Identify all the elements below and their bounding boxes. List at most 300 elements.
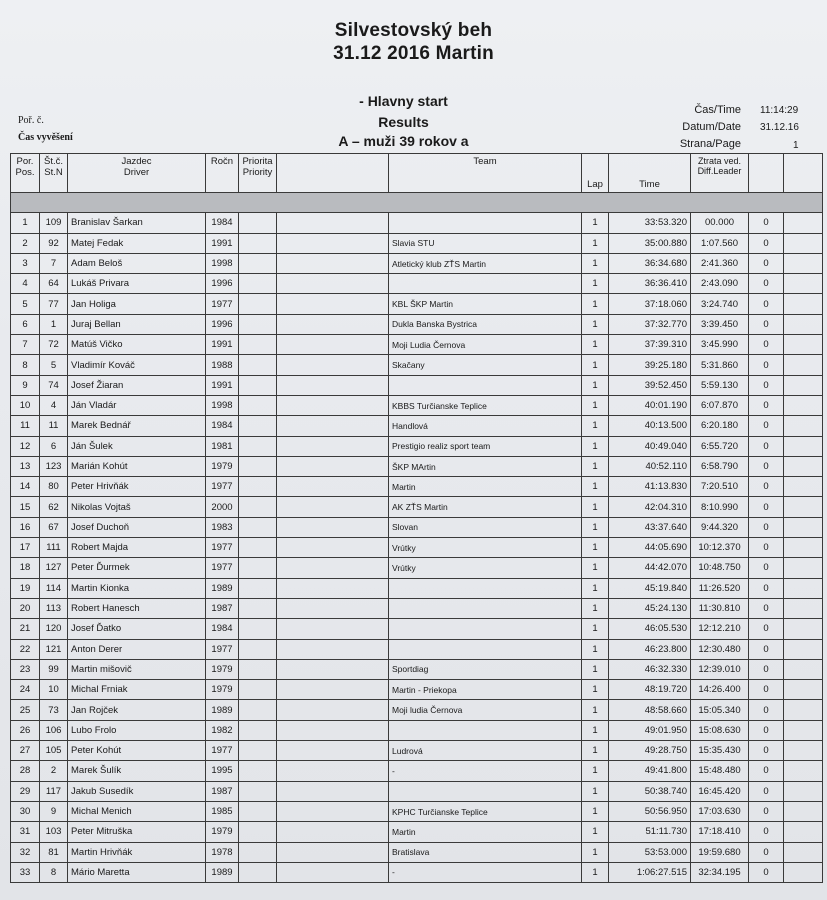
cell-year: 1987 [206,598,239,618]
col-extra-2 [784,154,823,193]
cell-driver: Marek Šulík [68,761,206,781]
cell-lap: 1 [582,416,609,436]
cell-extra: 0 [749,477,784,497]
cell-extra: 0 [749,213,784,233]
cell-team: KBL ŠKP Martin [389,294,582,314]
cell-priority [239,416,277,436]
cell-position: 9 [11,375,40,395]
cell-team: Atletický klub ZŤS Martin [389,253,582,273]
separator-cell [11,193,823,213]
cell-time: 33:53.320 [609,213,691,233]
cell-start-number: 8 [40,862,68,882]
cell-team [389,639,582,659]
cell-position: 8 [11,355,40,375]
table-row [11,619,823,639]
cell-start-number: 5 [40,355,68,375]
cell-team: Martin - Priekopa [389,680,582,700]
cell-lap: 1 [582,700,609,720]
cell-diff: 15:48.480 [691,761,749,781]
cell-start-number: 117 [40,781,68,801]
cell-extra-2 [784,213,823,233]
cell-priority [239,781,277,801]
cell-year: 1984 [206,416,239,436]
cell-priority [239,477,277,497]
cell-time: 49:01.950 [609,720,691,740]
col-priority [239,154,277,193]
cell-diff: 32:34.195 [691,862,749,882]
cell-diff: 6:58.790 [691,456,749,476]
cell-start-number: 4 [40,395,68,415]
cell-extra-2 [784,314,823,334]
cell-priority [239,233,277,253]
cell-priority [239,395,277,415]
cell-year: 1979 [206,456,239,476]
start-label: - Hlavny start [359,93,448,109]
cell-team: Moji Ludia Černova [389,335,582,355]
cell-position: 32 [11,842,40,862]
cell-diff: 3:39.450 [691,314,749,334]
cell-blank [277,619,389,639]
cell-driver: Lubo Frolo [68,720,206,740]
col-extra [749,154,784,193]
table-row [11,375,823,395]
cell-lap: 1 [582,598,609,618]
table-row [11,253,823,273]
cell-start-number: 6 [40,436,68,456]
table-row [11,314,823,334]
cell-start-number: 80 [40,477,68,497]
cell-lap: 1 [582,233,609,253]
cell-extra: 0 [749,436,784,456]
cell-extra-2 [784,598,823,618]
cell-diff: 12:39.010 [691,659,749,679]
cell-lap: 1 [582,335,609,355]
cell-start-number: 120 [40,619,68,639]
cell-priority [239,274,277,294]
cell-lap: 1 [582,375,609,395]
cell-priority [239,619,277,639]
cell-start-number: 123 [40,456,68,476]
cell-extra-2 [784,700,823,720]
cell-priority [239,598,277,618]
cell-year: 1984 [206,619,239,639]
col-start-number-sk: Št.č. [43,156,63,167]
cell-team: AK ZŤS Martin [389,497,582,517]
cell-lap: 1 [582,842,609,862]
time-value: 11:14:29 [760,105,799,116]
cell-priority [239,639,277,659]
col-position-sk: Por. [16,156,34,167]
cell-year: 1979 [206,680,239,700]
cell-diff: 19:59.680 [691,842,749,862]
cell-driver: Josef Žiaran [68,375,206,395]
cell-time: 40:13.500 [609,416,691,436]
cell-position: 22 [11,639,40,659]
table-row [11,538,823,558]
cell-extra: 0 [749,558,784,578]
cell-time: 37:18.060 [609,294,691,314]
cell-blank [277,578,389,598]
cell-extra-2 [784,375,823,395]
col-year-label: Ročn [210,156,234,167]
table-row [11,436,823,456]
cell-priority [239,822,277,842]
col-diff-sk: Ztrata ved. [697,156,742,166]
cell-start-number: 64 [40,274,68,294]
cell-time: 49:28.750 [609,741,691,761]
cell-driver: Peter Hrivňák [68,477,206,497]
cell-team: Slavia STU [389,233,582,253]
cell-diff: 12:30.480 [691,639,749,659]
col-team-label: Team [473,156,497,167]
cell-extra-2 [784,335,823,355]
cell-year: 2000 [206,497,239,517]
cell-diff: 14:26.400 [691,680,749,700]
cell-extra-2 [784,517,823,537]
cell-team: ŠKP MArtin [389,456,582,476]
cell-position: 14 [11,477,40,497]
cell-extra-2 [784,395,823,415]
cell-driver: Ján Šulek [68,436,206,456]
cell-team: Vrútky [389,538,582,558]
cell-lap: 1 [582,761,609,781]
cell-time: 45:24.130 [609,598,691,618]
cell-driver: Ján Vladár [68,395,206,415]
cell-start-number: 10 [40,680,68,700]
cell-extra: 0 [749,517,784,537]
cell-start-number: 103 [40,822,68,842]
cell-priority [239,720,277,740]
cell-extra: 0 [749,822,784,842]
cell-extra-2 [784,639,823,659]
cell-blank [277,233,389,253]
cell-blank [277,781,389,801]
col-time-label: Time [639,179,660,190]
cell-blank [277,538,389,558]
cell-diff: 17:03.630 [691,801,749,821]
cell-position: 20 [11,598,40,618]
cell-position: 27 [11,741,40,761]
cell-extra: 0 [749,801,784,821]
cell-team: Martin [389,822,582,842]
cell-extra-2 [784,253,823,273]
table-row [11,578,823,598]
cell-position: 3 [11,253,40,273]
cell-diff: 6:07.870 [691,395,749,415]
cell-blank [277,822,389,842]
cell-extra: 0 [749,456,784,476]
cell-diff: 10:12.370 [691,538,749,558]
cell-diff: 11:26.520 [691,578,749,598]
cell-start-number: 121 [40,639,68,659]
cell-driver: Peter Ďurmek [68,558,206,578]
cell-team [389,578,582,598]
cell-blank [277,416,389,436]
cell-extra: 0 [749,395,784,415]
cell-year: 1991 [206,375,239,395]
cell-position: 7 [11,335,40,355]
cell-priority [239,213,277,233]
cell-extra-2 [784,233,823,253]
cell-time: 44:42.070 [609,558,691,578]
cell-start-number: 113 [40,598,68,618]
cell-position: 1 [11,213,40,233]
cell-blank [277,335,389,355]
cell-year: 1978 [206,842,239,862]
results-body [11,213,823,883]
cell-blank [277,720,389,740]
cell-priority [239,741,277,761]
cell-team: Moji ludia Černova [389,700,582,720]
cell-extra-2 [784,720,823,740]
col-year [206,154,239,193]
page-value: 1 [793,140,799,151]
cell-lap: 1 [582,355,609,375]
cell-blank [277,375,389,395]
cell-extra-2 [784,456,823,476]
cell-blank [277,497,389,517]
date-value: 31.12.16 [760,122,799,133]
cell-diff: 00.000 [691,213,749,233]
cell-year: 1977 [206,741,239,761]
cell-start-number: 74 [40,375,68,395]
cell-lap: 1 [582,456,609,476]
cell-extra: 0 [749,355,784,375]
cell-start-number: 11 [40,416,68,436]
cell-driver: Martin Hrivňák [68,842,206,862]
cell-lap: 1 [582,538,609,558]
cell-year: 1982 [206,720,239,740]
cell-extra: 0 [749,538,784,558]
cell-team [389,274,582,294]
cell-time: 42:04.310 [609,497,691,517]
cell-extra-2 [784,781,823,801]
cell-year: 1977 [206,639,239,659]
cell-driver: Jakub Susedík [68,781,206,801]
cell-diff: 1:07.560 [691,233,749,253]
cell-position: 28 [11,761,40,781]
cell-year: 1995 [206,761,239,781]
cell-driver: Michal Frniak [68,680,206,700]
cell-blank [277,477,389,497]
cell-extra: 0 [749,598,784,618]
cell-diff: 8:10.990 [691,497,749,517]
cell-extra: 0 [749,659,784,679]
cell-diff: 10:48.750 [691,558,749,578]
col-start-number-en: St.N [44,167,63,178]
cell-position: 19 [11,578,40,598]
cell-extra: 0 [749,375,784,395]
cell-year: 1998 [206,253,239,273]
cell-priority [239,700,277,720]
cell-team: Handlová [389,416,582,436]
cell-priority [239,335,277,355]
category-label: A – muži 39 rokov a [338,133,469,149]
cell-start-number: 111 [40,538,68,558]
cell-priority [239,842,277,862]
cell-diff: 11:30.810 [691,598,749,618]
cell-diff: 2:41.360 [691,253,749,273]
cell-extra-2 [784,659,823,679]
col-start-number [40,154,68,193]
cell-time: 46:32.330 [609,659,691,679]
table-row [11,558,823,578]
event-title: Silvestovský beh [334,20,493,41]
cell-time: 36:34.680 [609,253,691,273]
cell-year: 1998 [206,395,239,415]
cell-diff: 7:20.510 [691,477,749,497]
cell-time: 1:06:27.515 [609,862,691,882]
cell-driver: Anton Derer [68,639,206,659]
cell-blank [277,741,389,761]
cell-driver: Nikolas Vojtaš [68,497,206,517]
col-priority-sk: Priorita [242,156,273,167]
cell-start-number: 73 [40,700,68,720]
cell-start-number: 106 [40,720,68,740]
col-diff-leader [691,154,749,193]
cell-extra-2 [784,761,823,781]
cell-lap: 1 [582,274,609,294]
cell-diff: 5:59.130 [691,375,749,395]
cell-position: 12 [11,436,40,456]
table-row [11,720,823,740]
cell-driver: Vladimír Kováč [68,355,206,375]
table-row [11,842,823,862]
cell-position: 24 [11,680,40,700]
cell-position: 13 [11,456,40,476]
cell-extra-2 [784,558,823,578]
table-row [11,335,823,355]
cell-lap: 1 [582,395,609,415]
cell-start-number: 7 [40,253,68,273]
cell-start-number: 72 [40,335,68,355]
col-lap [582,154,609,193]
cell-extra-2 [784,274,823,294]
date-label: Datum/Date [682,121,741,133]
cell-start-number: 2 [40,761,68,781]
cell-team [389,375,582,395]
cell-driver: Mário Maretta [68,862,206,882]
table-row [11,680,823,700]
cell-position: 18 [11,558,40,578]
cell-extra-2 [784,416,823,436]
cell-blank [277,598,389,618]
cell-extra-2 [784,619,823,639]
cell-team [389,781,582,801]
cell-team: - [389,862,582,882]
cell-lap: 1 [582,822,609,842]
cell-lap: 1 [582,558,609,578]
cell-blank [277,456,389,476]
cell-lap: 1 [582,680,609,700]
cell-position: 15 [11,497,40,517]
cell-diff: 5:31.860 [691,355,749,375]
table-row [11,294,823,314]
cell-priority [239,862,277,882]
cell-blank [277,355,389,375]
cell-year: 1979 [206,822,239,842]
cell-start-number: 67 [40,517,68,537]
cell-time: 43:37.640 [609,517,691,537]
cell-priority [239,253,277,273]
cell-driver: Martin mišovič [68,659,206,679]
table-row [11,497,823,517]
cell-extra: 0 [749,700,784,720]
order-number-label: Poř. č. [18,115,44,126]
cell-position: 29 [11,781,40,801]
cell-lap: 1 [582,619,609,639]
cell-position: 6 [11,314,40,334]
cell-lap: 1 [582,720,609,740]
cell-blank [277,639,389,659]
cell-diff: 12:12.210 [691,619,749,639]
table-row [11,233,823,253]
cell-diff: 3:24.740 [691,294,749,314]
col-position-en: Pos. [15,167,35,178]
cell-lap: 1 [582,497,609,517]
cell-priority [239,497,277,517]
cell-diff: 6:20.180 [691,416,749,436]
cell-position: 4 [11,274,40,294]
cell-extra-2 [784,862,823,882]
cell-blank [277,680,389,700]
cell-priority [239,659,277,679]
cell-extra-2 [784,355,823,375]
cell-blank [277,274,389,294]
cell-blank [277,842,389,862]
cell-team: - [389,761,582,781]
cell-extra-2 [784,294,823,314]
cell-team: Bratislava [389,842,582,862]
table-row [11,761,823,781]
cell-extra-2 [784,538,823,558]
results-table [10,153,823,883]
cell-year: 1991 [206,233,239,253]
posting-time-label: Čas vyvěšení [18,132,73,143]
cell-lap: 1 [582,517,609,537]
cell-blank [277,213,389,233]
cell-start-number: 99 [40,659,68,679]
cell-team: Vrútky [389,558,582,578]
table-row [11,801,823,821]
cell-time: 35:00.880 [609,233,691,253]
cell-lap: 1 [582,213,609,233]
cell-extra: 0 [749,862,784,882]
cell-extra-2 [784,822,823,842]
col-team [389,154,582,193]
cell-extra: 0 [749,274,784,294]
cell-start-number: 62 [40,497,68,517]
cell-lap: 1 [582,741,609,761]
cell-start-number: 109 [40,213,68,233]
cell-priority [239,578,277,598]
cell-driver: Michal Menich [68,801,206,821]
cell-blank [277,761,389,781]
cell-time: 44:05.690 [609,538,691,558]
col-driver-sk: Jazdec [121,156,152,167]
cell-time: 51:11.730 [609,822,691,842]
table-row [11,741,823,761]
table-row [11,639,823,659]
cell-extra-2 [784,680,823,700]
cell-year: 1988 [206,355,239,375]
table-row [11,395,823,415]
cell-driver: Juraj Bellan [68,314,206,334]
cell-driver: Robert Majda [68,538,206,558]
cell-priority [239,761,277,781]
cell-team: Slovan [389,517,582,537]
cell-diff: 15:35.430 [691,741,749,761]
